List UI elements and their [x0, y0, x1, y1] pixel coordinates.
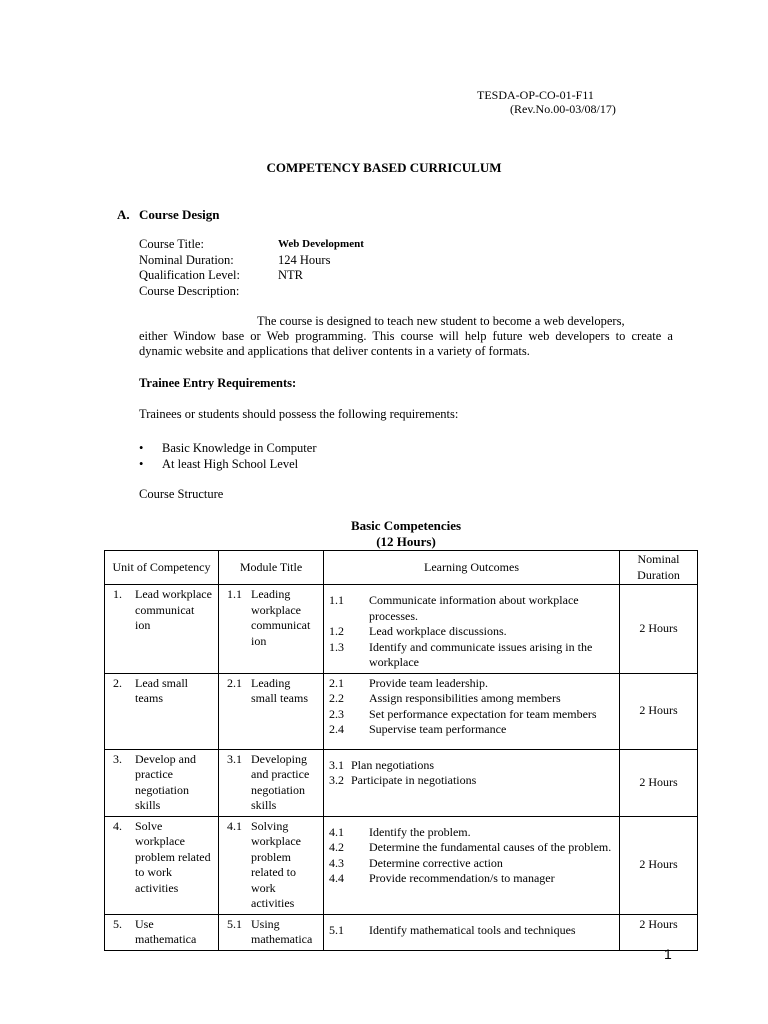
outcome-number: 4.3: [329, 855, 344, 870]
section-number: A.: [117, 207, 130, 222]
course-description: [139, 314, 673, 359]
module-number: 2.1: [227, 675, 242, 690]
outcome-text: Identify and communicate issues arising in the workplace: [369, 639, 593, 669]
outcome-number: 2.4: [329, 722, 344, 736]
table-title-line1: Basic Competencies: [350, 518, 462, 533]
outcome-item: [329, 691, 615, 707]
unit-number: 5.: [113, 916, 122, 931]
module-cell: [219, 914, 324, 950]
module-number: 5.1: [227, 916, 242, 931]
module-cell: [219, 816, 324, 914]
entry-requirements-heading: Trainee Entry Requirements:: [139, 376, 297, 390]
table-row: [105, 585, 698, 674]
unit-title: Lead workplace communicat ion: [135, 587, 212, 632]
duration-cell: 2 Hours: [620, 585, 698, 674]
outcome-item: [329, 773, 615, 789]
table-row: [105, 749, 698, 816]
module-number: 3.1: [227, 751, 242, 766]
table-title-line2: (12 Hours): [376, 534, 436, 549]
table-title: [0, 518, 768, 550]
outcome-item: [329, 624, 615, 640]
doc-code: TESDA-OP-CO-01-F11: [477, 88, 594, 102]
unit-title: Lead small teams: [135, 675, 188, 705]
module-title: Developing and practice negotiation skills: [251, 751, 310, 812]
entry-requirements-list: [139, 440, 317, 472]
section-heading-course-design: [117, 207, 220, 223]
outcome-number: 2.1: [329, 675, 344, 690]
outcome-number: 4.2: [329, 840, 344, 854]
list-item: • Basic Knowledge in Computer: [139, 440, 317, 456]
qualification-level-label: Qualification Level:: [139, 268, 241, 282]
unit-cell: [105, 914, 219, 950]
entry-requirements-intro: Trainees or students should possess the following requirements:: [139, 407, 459, 421]
outcome-text: Participate in negotiations: [351, 773, 477, 787]
course-info: [139, 237, 364, 299]
module-cell: [219, 673, 324, 749]
module-title: Solving workplace problem related to work activities: [251, 818, 301, 910]
unit-title: Develop and practice negotiation skills: [135, 751, 196, 812]
duration-cell: 2 Hours: [620, 816, 698, 914]
outcome-number: 3.2: [329, 773, 344, 787]
outcome-item: [329, 758, 615, 774]
outcome-item: [329, 707, 615, 723]
outcome-number: 5.1: [329, 922, 344, 937]
unit-number: 1.: [113, 587, 122, 601]
unit-cell: [105, 585, 219, 674]
module-cell: [219, 749, 324, 816]
description-first-line: The course is designed to teach new student to become a web developers,: [257, 314, 625, 328]
outcome-number: 1.1: [329, 593, 344, 607]
outcome-number: 4.1: [329, 824, 344, 839]
outcomes-cell: [324, 585, 620, 674]
outcome-number: 4.4: [329, 871, 344, 885]
header-learning-outcomes: Learning Outcomes: [324, 551, 620, 585]
outcome-text: Identify the problem.: [369, 824, 471, 839]
duration-cell: 2 Hours: [620, 673, 698, 749]
duration-cell: 2 Hours: [620, 749, 698, 816]
module-title: Leading workplace communicat ion: [251, 587, 311, 648]
outcome-text: Provide team leadership.: [369, 675, 488, 690]
description-rest: either Window base or Web programming. This course will help future web developers to create a dynamic website and applications that deliver contents in a variety of formats.: [139, 329, 673, 358]
outcome-text: Communicate information about workplace processes.: [369, 593, 579, 623]
table-header-row: [105, 551, 698, 585]
unit-title: Solve workplace problem related to work activities: [135, 818, 211, 895]
unit-number: 3.: [113, 751, 122, 766]
unit-number: 2.: [113, 675, 122, 690]
table-row: [105, 673, 698, 749]
course-description-label: Course Description:: [139, 283, 240, 298]
table-row: [105, 816, 698, 914]
nominal-duration-value: 124 Hours: [278, 252, 331, 267]
outcome-item: [329, 871, 615, 887]
outcomes-cell: [324, 673, 620, 749]
outcome-text: Lead workplace discussions.: [369, 624, 507, 638]
outcome-item: [329, 923, 615, 939]
duration-cell: 2 Hours: [620, 914, 698, 950]
unit-cell: [105, 816, 219, 914]
header-module-title: Module Title: [219, 551, 324, 585]
outcome-item: [329, 856, 615, 872]
module-title: Leading small teams: [251, 675, 308, 705]
outcome-number: 1.3: [329, 639, 344, 654]
course-title-label: Course Title:: [139, 237, 204, 251]
outcome-text: Provide recommendation/s to manager: [369, 871, 555, 885]
unit-cell: [105, 673, 219, 749]
nominal-duration-label: Nominal Duration:: [139, 252, 234, 267]
outcome-number: 1.2: [329, 624, 344, 638]
module-number: 1.1: [227, 587, 242, 601]
outcome-item: [329, 593, 615, 624]
list-item: • At least High School Level: [139, 456, 317, 472]
outcome-item: [329, 840, 615, 856]
course-title-value: Web Development: [278, 238, 364, 250]
outcomes-cell: [324, 914, 620, 950]
unit-title: Use mathematica: [135, 916, 197, 946]
outcome-text: Identify mathematical tools and techniques: [369, 922, 576, 937]
outcome-number: 3.1: [329, 757, 344, 772]
outcome-item: [329, 722, 615, 738]
module-cell: [219, 585, 324, 674]
outcome-text: Set performance expectation for team members: [369, 706, 597, 721]
section-title: Course Design: [139, 207, 220, 222]
outcome-item: [329, 676, 615, 692]
module-title: Using mathematica: [251, 916, 313, 946]
table-row: [105, 914, 698, 950]
header-unit-of-competency: Unit of Competency: [105, 551, 219, 585]
doc-revision: (Rev.No.00-03/08/17): [510, 102, 616, 116]
course-structure-label: Course Structure: [139, 487, 224, 501]
competency-table: [104, 550, 698, 951]
outcome-text: Determine the fundamental causes of the problem.: [369, 840, 612, 854]
outcome-text: Supervise team performance: [369, 722, 507, 736]
module-number: 4.1: [227, 818, 242, 833]
outcomes-cell: [324, 816, 620, 914]
outcome-text: Determine corrective action: [369, 855, 503, 870]
outcome-item: [329, 825, 615, 841]
header-nominal-duration: Nominal Duration: [620, 551, 698, 585]
outcome-text: Plan negotiations: [351, 757, 434, 772]
unit-cell: [105, 749, 219, 816]
outcome-item: [329, 640, 615, 671]
qualification-level-value: NTR: [278, 268, 303, 282]
outcome-number: 2.2: [329, 691, 344, 705]
unit-number: 4.: [113, 818, 122, 833]
document-header: [477, 88, 616, 116]
outcome-number: 2.3: [329, 706, 344, 721]
page-number: 1: [664, 946, 672, 962]
page-title: COMPETENCY BASED CURRICULUM: [266, 160, 502, 175]
outcome-text: Assign responsibilities among members: [369, 691, 561, 705]
outcomes-cell: [324, 749, 620, 816]
